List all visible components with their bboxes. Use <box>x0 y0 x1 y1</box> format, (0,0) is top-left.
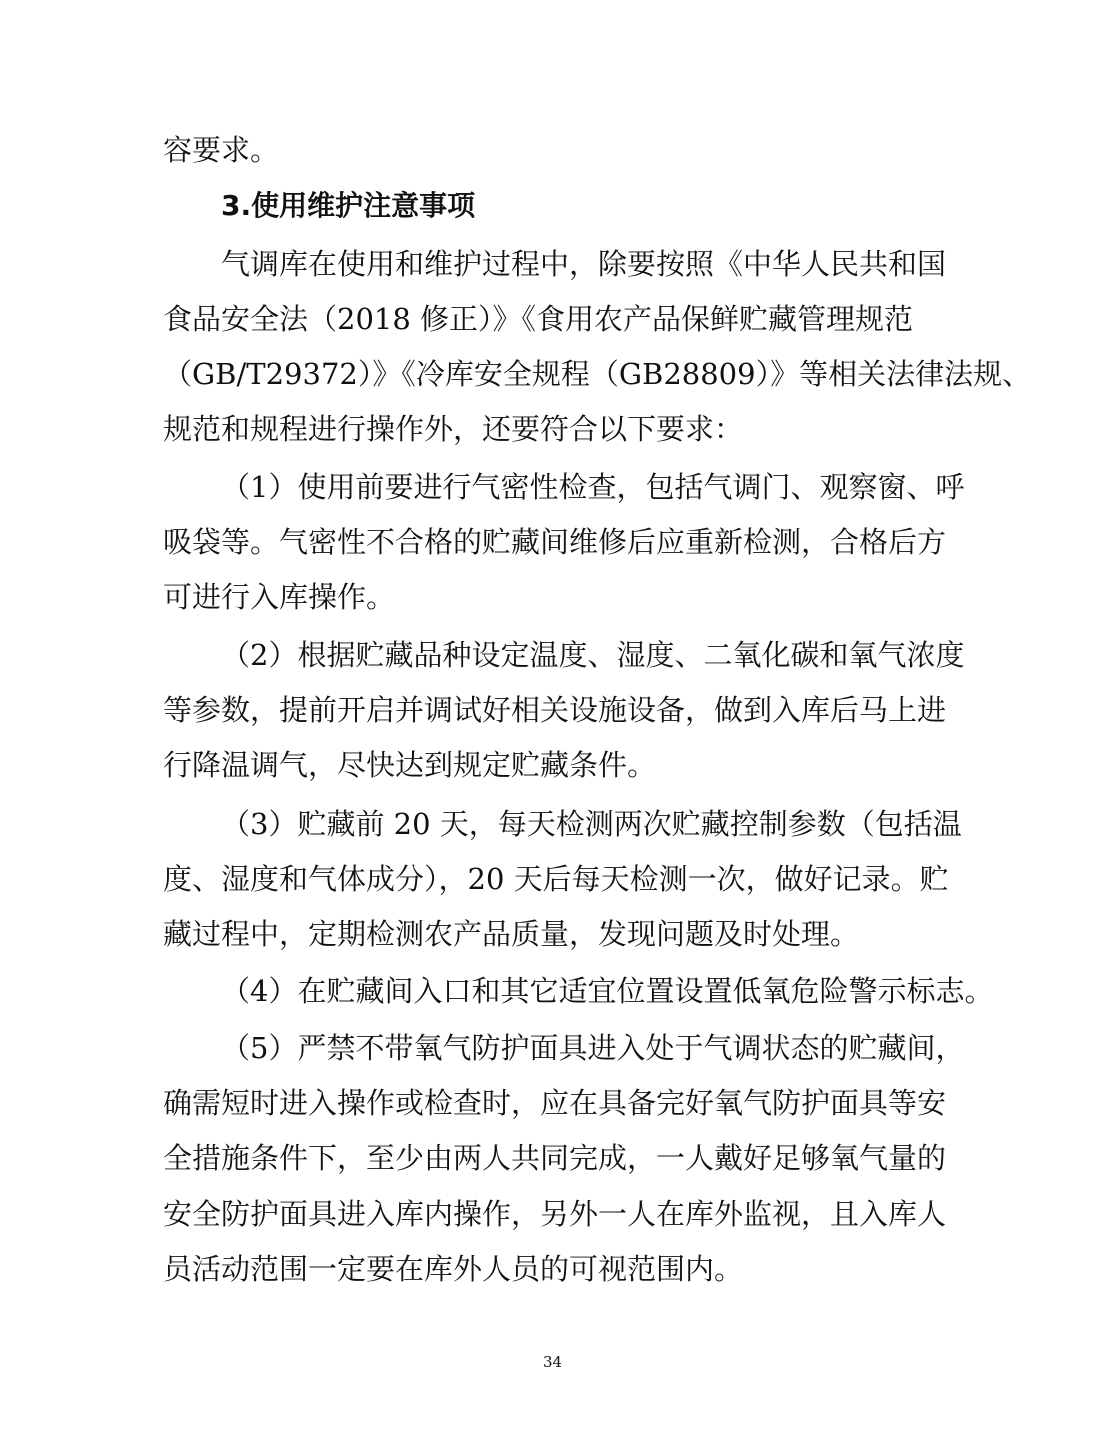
text-line: （GB/T29372）》《冷库安全规程（GB28809）》等相关法律法规、 <box>163 357 1032 391</box>
page-number: 34 <box>542 1353 563 1371</box>
text-line: 吸袋等。气密性不合格的贮藏间维修后应重新检测，合格后方 <box>163 525 947 559</box>
text-line: 行降温调气，尽快达到规定贮藏条件。 <box>163 748 657 782</box>
text-line: 安全防护面具进入库内操作，另外一人在库外监视，且入库人 <box>163 1197 947 1231</box>
list-item-line: （4）在贮藏间入口和其它适宜位置设置低氧危险警示标志。 <box>221 974 994 1008</box>
text-line: 等参数，提前开启并调试好相关设施设备，做到入库后马上进 <box>163 693 947 727</box>
text-line: 容要求。 <box>163 133 280 167</box>
text-line: 全措施条件下，至少由两人共同完成，一人戴好足够氧气量的 <box>163 1141 947 1175</box>
text-line: 气调库在使用和维护过程中，除要按照《中华人民共和国 <box>221 247 947 281</box>
list-item-line: （2）根据贮藏品种设定温度、湿度、二氧化碳和氧气浓度 <box>221 638 965 672</box>
list-item-line: （5）严禁不带氧气防护面具进入处于气调状态的贮藏间， <box>221 1031 965 1065</box>
text-line: 规范和规程进行操作外，还要符合以下要求： <box>163 412 744 446</box>
text-line: 确需短时进入操作或检查时，应在具备完好氧气防护面具等安 <box>163 1086 947 1120</box>
text-line: 员活动范围一定要在库外人员的可视范围内。 <box>163 1252 744 1286</box>
text-line: 度、湿度和气体成分），20 天后每天检测一次，做好记录。贮 <box>163 862 949 896</box>
list-item-line: （1）使用前要进行气密性检查，包括气调门、观察窗、呼 <box>221 470 965 504</box>
text-line: 食品安全法（2018 修正）》《食用农产品保鲜贮藏管理规范 <box>163 302 914 336</box>
list-item-line: （3）贮藏前 20 天，每天检测两次贮藏控制参数（包括温 <box>221 807 962 841</box>
text-line: 可进行入库操作。 <box>163 580 396 614</box>
section-heading: 3.使用维护注意事项 <box>221 189 476 222</box>
text-line: 藏过程中，定期检测农产品质量，发现问题及时处理。 <box>163 917 860 951</box>
